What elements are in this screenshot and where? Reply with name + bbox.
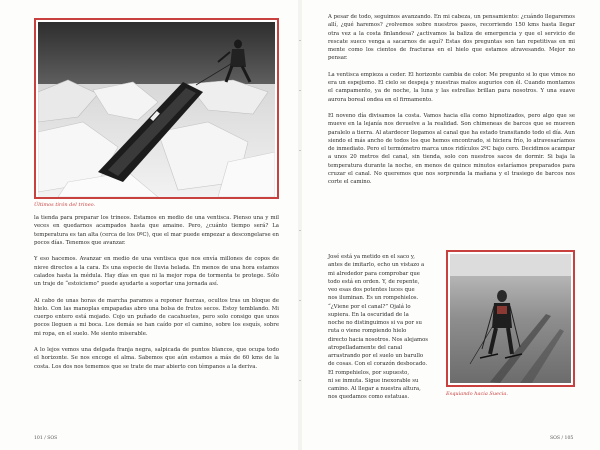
text-line: nos iluminan. Es un rompehielos. [328, 295, 419, 302]
text-line: supiera. En la oscuridad de la [328, 311, 409, 318]
text-line: José está ya metido en el saco y, [328, 254, 415, 260]
gutter-mark [299, 90, 301, 91]
gutter-mark [299, 300, 301, 301]
photo-skiing-image [450, 254, 571, 383]
gutter-mark [299, 40, 301, 41]
text-line: veo esas dos potentes luces que [328, 287, 415, 293]
text-line: ruta o viene rompiendo hielo [328, 328, 407, 335]
photo-skiing-frame [446, 250, 575, 387]
paragraph: Al cabo de unas horas de marcha paramos a reponer fuerzas, ocultos tras un bloque de hielo. Con las manoplas empapadas abro una bolsa de frutos secos. Estoy temblando. Mi cuerpo entero está mojado. Cojo un puñado de cacahuetes, pero solo consigo que unos pocos lleguen a mi boca. Los demás se han caído por el camino, sobre los esquís, sobre mi ropa, en el suelo. Me siento miserable. [34, 297, 279, 337]
text-line: todo está en orden. Y, de repente, [328, 278, 420, 285]
text-line: El rompehielos, por supuesto, [328, 369, 410, 376]
photo-skiing [450, 254, 571, 383]
paragraph: A lo lejos vemos una delgada franja negra, salpicada de puntos blancos, que ocupa todo el horizonte. Se nos encoge el alma. Sabemos que aún estamos a más de 60 kms de la costa. Los dos nos tememos que se trate de mar abierto con témpanos a la deriva. [34, 347, 279, 370]
paragraph: Y eso hacemos. Avanzar en medio de una ventisca que nos envía millones de copos de nieve directos a la cara. Es una especie de lluvia helada. En menos de una hora estamos calados hasta la médula. Hay días en que ni la mejor ropa de tormenta te protege. Sólo un traje de “estoicismo” puede ayudarte a soportar una jornada así. [34, 256, 279, 287]
text-line: arrastrando por el suelo un barullo [328, 353, 424, 359]
left-page [0, 0, 298, 450]
right-page-body-top [328, 13, 575, 195]
right-page [302, 0, 600, 450]
text-line: nos quedamos como estatuas. [328, 394, 410, 401]
text-line: “¿Viene por el canal?” Ojalá lo [328, 303, 411, 310]
paragraph: El noveno día divisamos la costa. Vamos hacia ella como hipnotizados, pero algo que se mueve en la lejanía nos devuelve a la realidad. Son chimeneas de barcos que se mueven paralelo a tierra. Al atardecer llegamos al canal que ha estado transitando todo el día. Aun siendo el más ancho de todos los que hemos encontrado, si hiciera frío, lo atravesaríamos de inmediato. Pero el termómetro marca unos ridículos 2ºC bajo cero. Decidimos acampar a unos 20 metros del canal, sin tienda, solo con nuestros sacos de dormir. Si baja la temperatura durante la noche, en menos de quince minutos estaríamos preparados para cruzar el canal. No queremos que nos sorprenda la mañana y el trasiego de barcos nos corte el camino. [328, 113, 575, 185]
page-number-right: SOS / 105 [550, 436, 574, 441]
photo-sled-frame [34, 18, 279, 199]
text-line: noche no distinguimos si va por su [328, 320, 422, 326]
paragraph: la tienda para preparar los trineos. Estamos en medio de una ventisca. Pienso una y mil veces en quedarnos acampados hasta que amaine. Pero, ¿cuánto tiempo será? La temperatura es tan alta (cerca de los 0ºC), que el mar puede empezar a descongelarse en pocos días. Tenemos que avanzar. [34, 215, 279, 246]
photo-caption-left: Últimos tirón del trineo. [34, 202, 96, 208]
gutter-mark [299, 150, 301, 151]
gutter-mark [299, 230, 301, 231]
text-line: antes de imitarlo, echo un vistazo a [328, 262, 425, 269]
paragraph: A pesar de todo, seguimos avanzando. En mi cabeza, un pensamiento: ¿cuándo llegaremos allí, ¿qué haremos? ¿volvemos sobre nuestros pasos, recorriendo 150 kms hasta llegar otra vez a la costa finlandesa? ¿activamos la baliza de emergencia y que el servicio de rescate sueco venga a sacarnos de aquí? Estas dos preguntas son tan repetitivas en mi mente como los cientos de fracturas en el hielo que estamos atravesando. Mejor no pensar. [328, 14, 575, 62]
left-page-body [34, 214, 279, 379]
text-line: atropelladamente del canal [328, 344, 403, 351]
text-line: camino. Al llegar a nuestra altura, [328, 386, 421, 392]
page-number-left: 101 / SOS [34, 436, 58, 441]
photo-sled-image [38, 22, 275, 197]
text-line: de cosas. Con el corazón desbocado. [328, 361, 428, 368]
photo-caption-right: Esquiando hacia Suecia. [446, 391, 508, 397]
text-line: directo hacia nosotros. Nos alejamos [328, 336, 429, 343]
right-page-body-wrap [328, 253, 438, 402]
text-line: mi alrededor para comprobar que [328, 270, 420, 277]
text-line: ni se inmuta. Sigue inexorable su [328, 377, 419, 384]
photo-sled [38, 22, 275, 197]
gutter-mark [299, 380, 301, 381]
paragraph: La ventisca empieza a ceder. El horizonte cambia de color. Me pregunto si lo que vimos no era un espejismo. El cielo se despeja y nuestras malos augurios con él. Cuando montamos el campamento, ya de noche, la luna y las estrellas brillan para nosotros. Y una suave aurora boreal ondea en el firmamento. [328, 71, 575, 103]
